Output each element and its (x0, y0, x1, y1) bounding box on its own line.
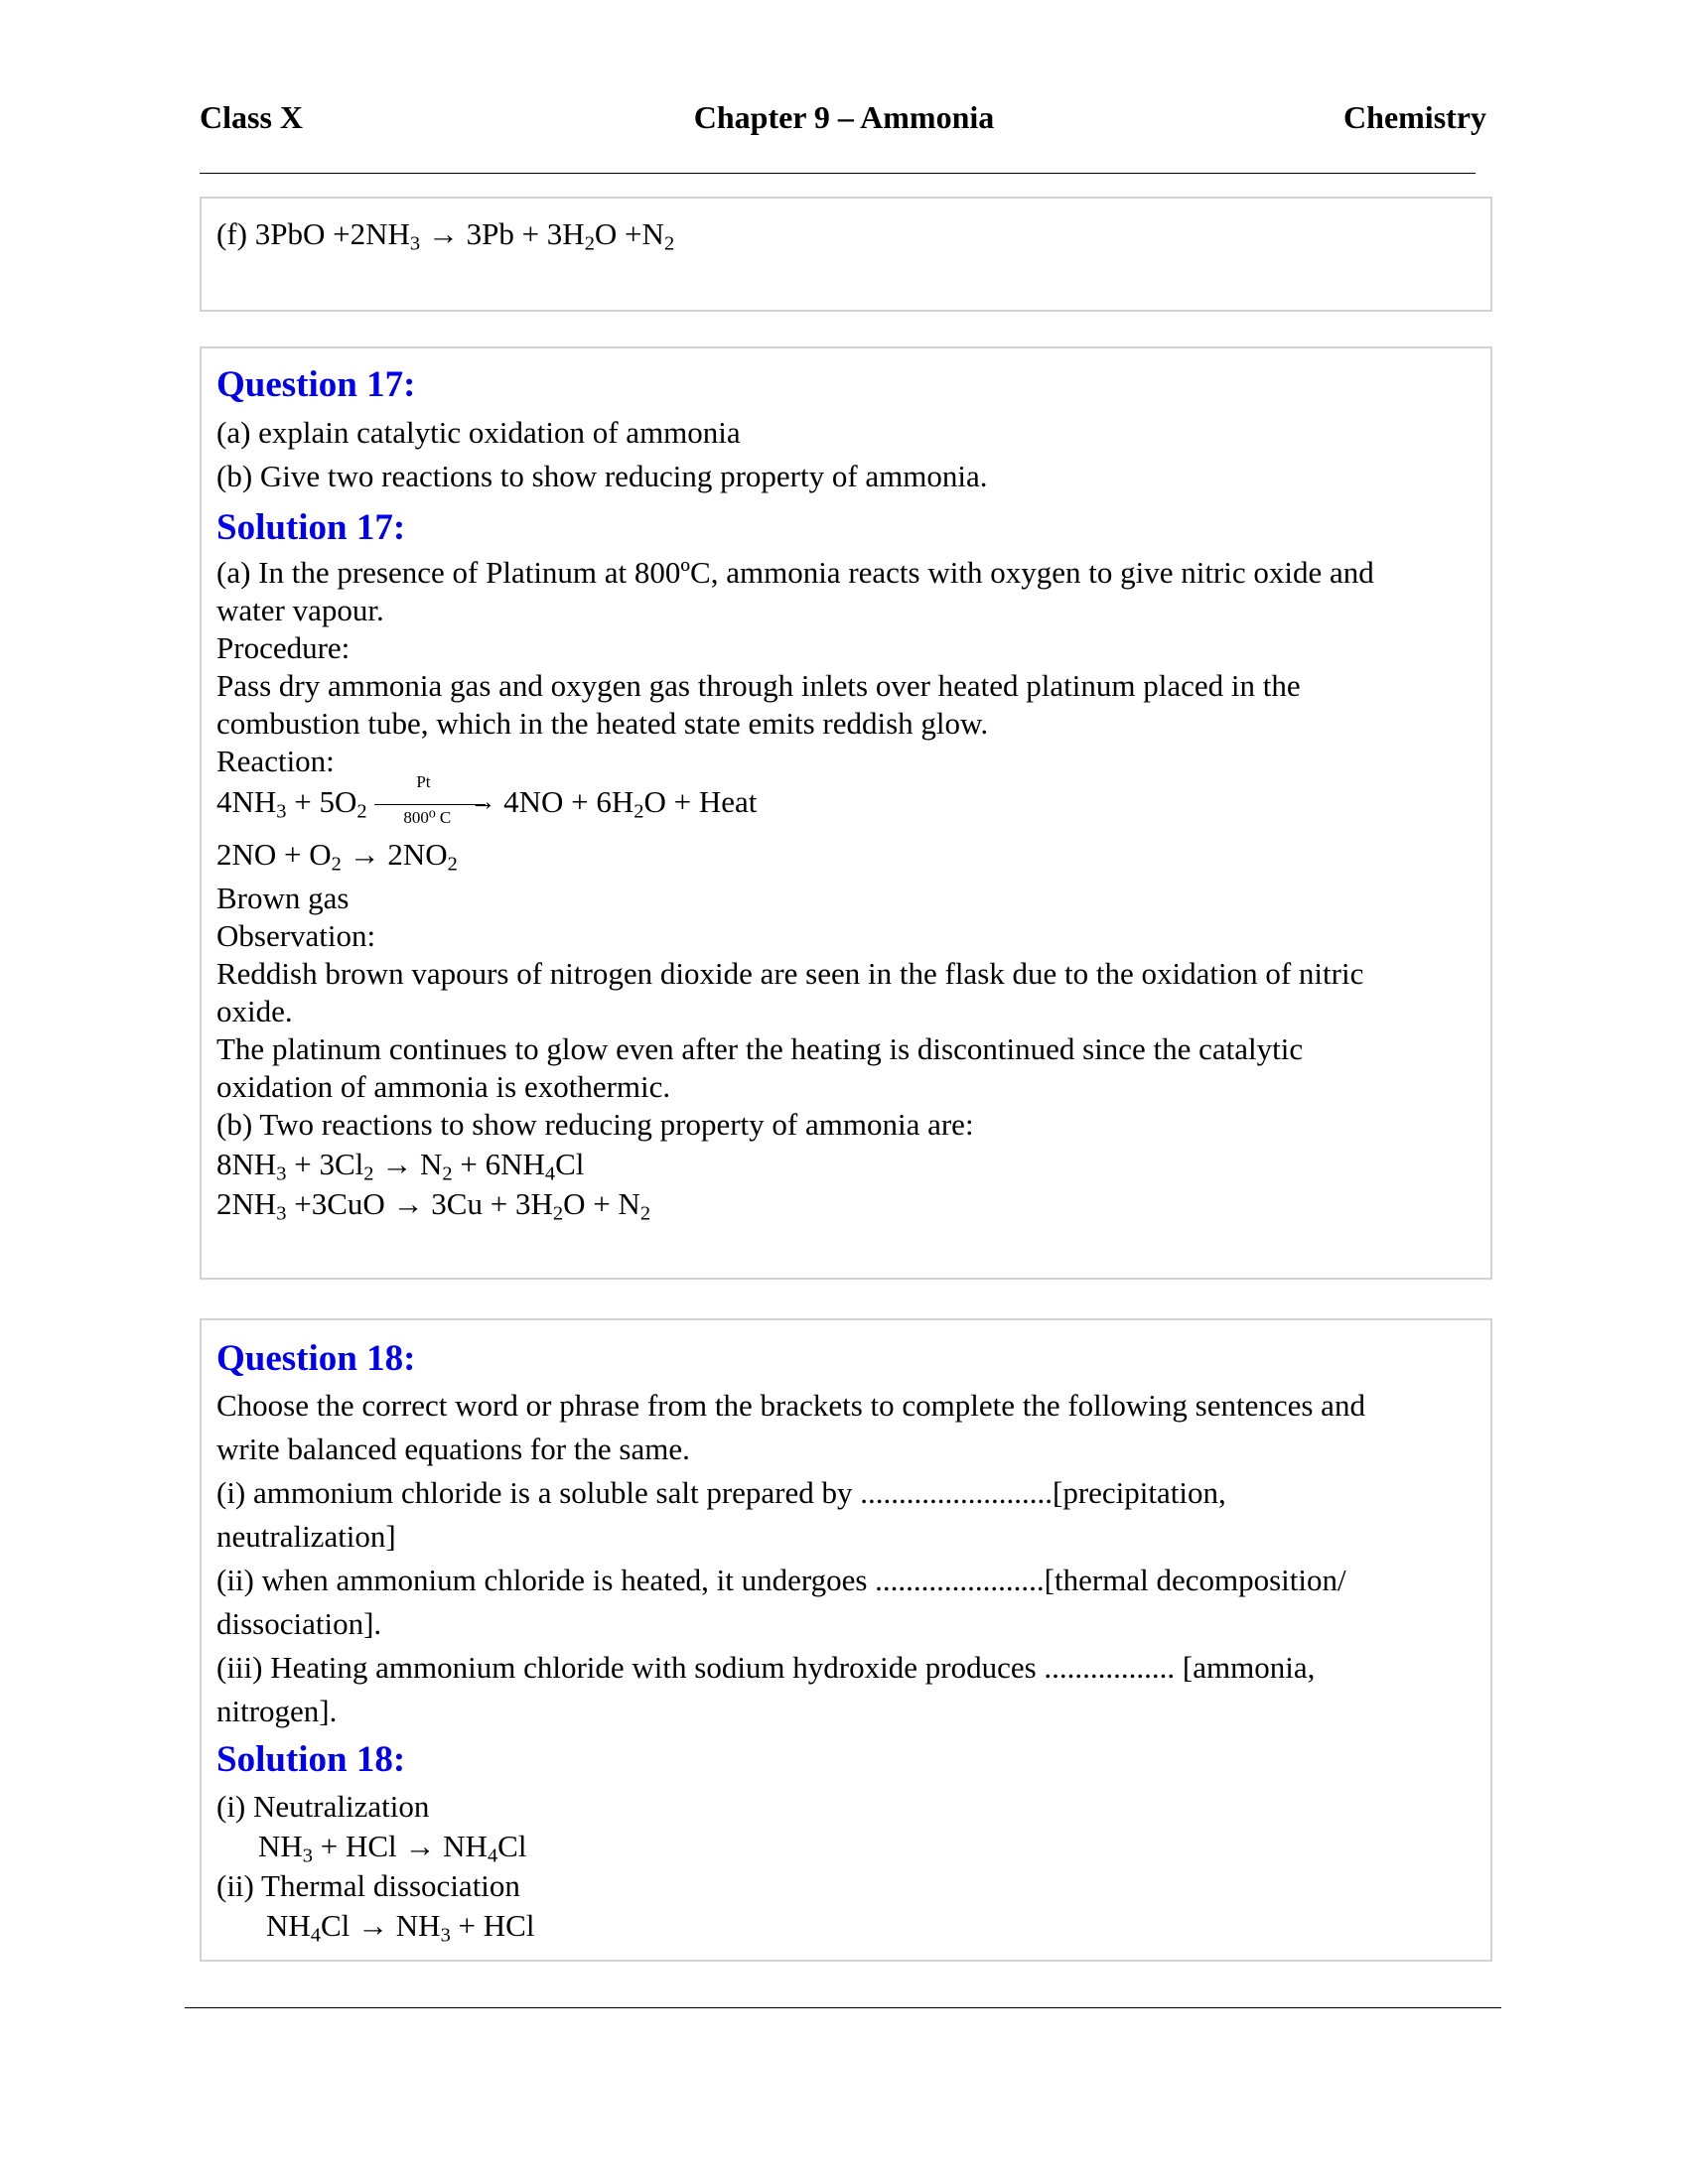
header-class: Class X (200, 99, 304, 135)
reaction-chlorine (216, 1147, 585, 1185)
solution-18-line: (i) Neutralization (216, 1789, 430, 1824)
solution-17-line: Reaction: (216, 744, 335, 778)
reaction-copper-oxide (216, 1186, 651, 1225)
question-18-line: (i) ammonium chloride is a soluble salt prepared by .........................[precipitation, (216, 1475, 1226, 1510)
solution-18-line: (ii) Thermal dissociation (216, 1868, 520, 1903)
solution-17-line: Pass dry ammonia gas and oxygen gas through inlets over heated platinum placed in the (216, 668, 1301, 703)
reaction-arrow-icon: → Pt 800⁰ C (374, 795, 495, 815)
equation-text: $8NH_3 + 3Cl_2 \to N_2 + 6NH_4Cl$ (216, 1147, 585, 1185)
header-chapter: Chapter 9 – Ammonia (693, 99, 995, 135)
reaction-no-oxidation (216, 837, 458, 876)
solution-17-line: Observation: (216, 918, 376, 953)
solution-17-title: Solution 17: (216, 507, 406, 548)
question-17-title: Question 17: (216, 364, 416, 405)
question-18-line: (ii) when ammonium chloride is heated, it undergoes ......................[thermal decomposition/ (216, 1563, 1346, 1597)
question-17-part-a: (a) explain catalytic oxidation of ammonia (216, 415, 741, 450)
header-subject: Chemistry (1343, 99, 1486, 135)
question-18-box (200, 1318, 1492, 1962)
reactants: $4NH_3 + 5O_2$ (216, 784, 367, 823)
question-18-line: (iii) Heating ammonium chloride with sodium hydroxide produces ................. [ammonia, (216, 1650, 1316, 1685)
equation-text: (f) $3PbO +2NH_3 \to 3Pb + 3H_2O +N_2$ (216, 216, 675, 255)
question-18-title: Question 18: (216, 1338, 416, 1379)
products: $4NO + 6H_2O$ + Heat (503, 784, 758, 823)
question-18-line: Choose the correct word or phrase from the brackets to complete the following sentences and (216, 1388, 1365, 1423)
reaction-dissociation (266, 1908, 535, 1947)
solution-17-line: Reddish brown vapours of nitrogen dioxide are seen in the flask due to the oxidation of nitric (216, 956, 1364, 991)
question-17-box (200, 346, 1492, 1280)
question-18-line: nitrogen]. (216, 1694, 338, 1728)
answer-continuation-box (200, 197, 1492, 312)
footer-rule (185, 2007, 1501, 2008)
question-17-part-b: (b) Give two reactions to show reducing property of ammonia. (216, 459, 988, 493)
equation-text: $NH_3$ + HCl → $NH_4Cl$ (258, 1829, 527, 1867)
solution-17-line: Procedure: (216, 630, 351, 665)
header-rule (200, 173, 1476, 174)
solution-17-line: (a) In the presence of Platinum at 800ºC, ammonia reacts with oxygen to give nitric oxide and (216, 555, 1374, 590)
question-18-line: dissociation]. (216, 1606, 382, 1641)
solution-17-line: The platinum continues to glow even after the heating is discontinued since the catalytic (216, 1031, 1304, 1066)
equation-text: $2NH_3 +3CuO \to 3Cu + 3H_2O + N_2$ (216, 1186, 651, 1225)
solution-18-title: Solution 18: (216, 1739, 406, 1780)
equation-text: $2NO + O_2 \to 2NO_2$ (216, 837, 458, 876)
solution-17-line: (b) Two reactions to show reducing property of ammonia are: (216, 1107, 974, 1142)
solution-17-line: combustion tube, which in the heated state emits reddish glow. (216, 706, 989, 741)
question-18-line: neutralization] (216, 1519, 396, 1554)
catalyst-label: Pt (416, 771, 431, 791)
temperature-label: 800⁰ C (403, 807, 452, 827)
solution-17-line: water vapour. (216, 593, 384, 627)
reaction-catalytic-oxidation (216, 771, 758, 827)
question-18-line: write balanced equations for the same. (216, 1432, 690, 1466)
equation-text: $NH_4Cl \to NH_3$ + HCl (266, 1908, 535, 1947)
solution-17-line: Brown gas (216, 881, 350, 915)
solution-17-line: oxidation of ammonia is exothermic. (216, 1069, 671, 1104)
equation-f (216, 216, 675, 255)
solution-17-line: oxide. (216, 994, 293, 1028)
reaction-neutralization (258, 1829, 527, 1867)
